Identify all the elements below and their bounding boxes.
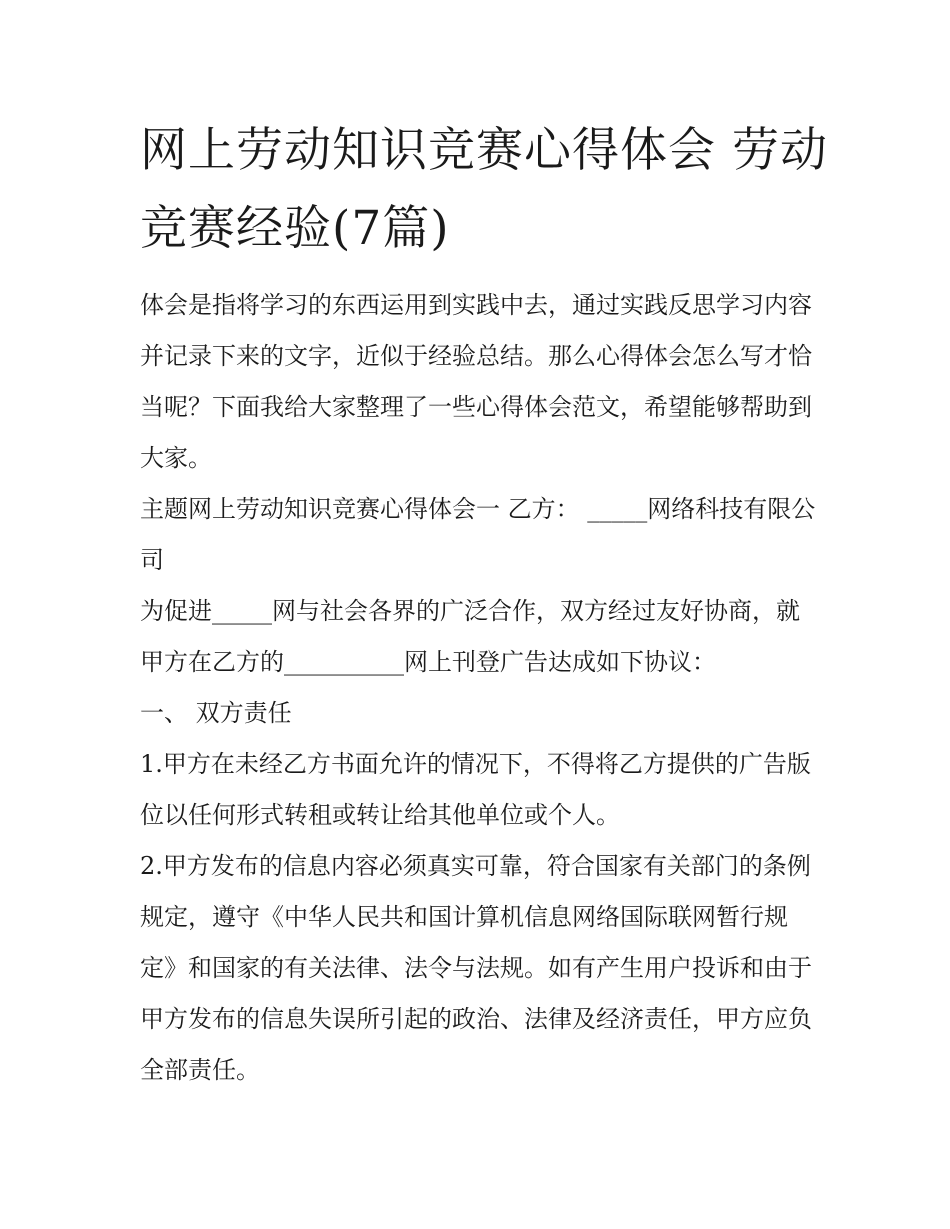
- clause-1-paragraph: 1.甲方在未经乙方书面允许的情况下，不得将乙方提供的广告版位以任何形式转租或转让给其他单位或个人。: [140, 750, 811, 829]
- document-body: [140, 280, 820, 1096]
- page-title: 网上劳动知识竞赛心得体会 劳动竞赛经验(7篇): [140, 123, 828, 256]
- intro-paragraph: 体会是指将学习的东西运用到实践中去，通过实践反思学习内容并记录下来的文字，近似于经验总结。那么心得体会怎么写才恰当呢？下面我给大家整理了一些心得体会范文，希望能够帮助到大家。: [140, 291, 812, 472]
- purpose-paragraph: 为促进_____网与社会各界的广泛合作，双方经过友好协商，就甲方在乙方的__________网上刊登广告达成如下协议：: [140, 597, 800, 676]
- clause-2-paragraph: 2.甲方发布的信息内容必须真实可靠，符合国家有关部门的条例规定，遵守《中华人民共和国计算机信息网络国际联网暂行规定》和国家的有关法律、法令与法规。如有产生用户投诉和由于甲方发布的信息失误所引起的政治、法律及经济责任，甲方应负全部责任。: [140, 852, 812, 1084]
- section-heading: 一、 双方责任: [140, 699, 292, 727]
- subject-paragraph: 主题网上劳动知识竞赛心得体会一 乙方： _____网络科技有限公司: [140, 495, 816, 574]
